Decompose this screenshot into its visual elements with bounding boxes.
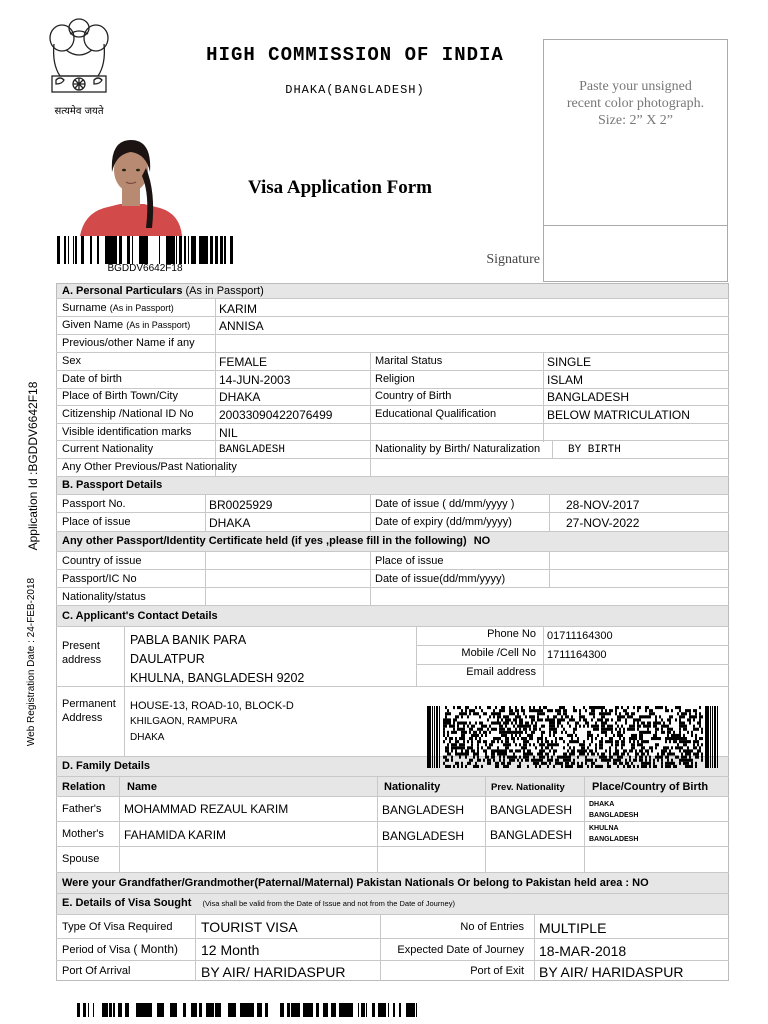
present-address-label: Present address [62,640,102,666]
country-of-birth-value: BANGLADESH [547,390,630,404]
permanent-address-value: HOUSE-13, ROAD-10, BLOCK-D KHILGAON, RAMPURA DHAKA [130,700,294,743]
port-exit-value: BY AIR/ HARIDASPUR [539,964,684,980]
identification-marks-value: NIL [219,426,238,440]
present-address-value: PABLA BANIK PARA DAULATPUR KHULNA, BANGLADESH 9202 [130,633,305,685]
mobile-label: Mobile /Cell No [461,647,536,659]
mother-birth-place: KHULNA BANGLADESH [589,825,639,843]
given-name-label: Given Name (As in Passport) [62,319,191,331]
col-nationality: Nationality [384,781,441,793]
surname-value: KARIM [219,302,258,316]
journey-date-label: Expected Date of Journey [397,944,524,956]
mother-name: FAHAMIDA KARIM [124,828,227,842]
other-passport-heading: Any other Passport/Identity Certificate held (if yes ,please fill in the following) NO [62,535,491,547]
side-application-id: Application Id :BGDDV6642F18 [26,381,40,551]
pdf417-barcode [427,706,719,768]
journey-date-value: 18-MAR-2018 [539,943,627,959]
signature-box [543,226,728,282]
signature-label: Signature [486,252,540,267]
national-id-value: 20033090422076499 [219,408,333,422]
mother-prev-nationality: BANGLADESH [490,828,573,842]
father-prev-nationality: BANGLADESH [490,803,573,817]
education-value: BELOW MATRICULATION [547,408,690,422]
sex-label: Sex [62,355,81,367]
passport-no-value: BR0025929 [209,498,273,512]
section-c-heading: C. Applicant's Contact Details [62,610,218,622]
port-arrival-label: Port Of Arrival [62,965,131,977]
country-of-birth-label: Country of Birth [375,390,452,402]
footer-barcode [77,1003,417,1017]
dob-label: Date of birth [62,373,122,385]
barcode-id: BGDDV6642F18 [107,263,183,274]
religion-value: ISLAM [547,373,584,387]
side-web-registration-date: Web Registration Date : 24-FEB-2018 [26,577,37,747]
col-prev-nationality: Prev. Nationality [491,782,565,793]
section-b-heading: B. Passport Details [62,479,163,491]
expiry-date-value: 27-NOV-2022 [566,516,640,530]
education-label: Educational Qualification [375,408,497,420]
passport-no-label: Passport No. [62,498,126,510]
marital-status-value: SINGLE [547,355,592,369]
pakistan-question: Were your Grandfather/Grandmother(Paternal/Maternal) Pakistan Nationals Or belong to Pakistan held area : NO [62,877,649,889]
nationality-status-label: Nationality/status [62,591,146,603]
previous-name-label: Previous/other Name if any [62,337,195,349]
col-name: Name [127,781,157,793]
given-name-value: ANNISA [219,319,264,333]
place-of-issue-value: DHAKA [209,516,251,530]
mother-nationality: BANGLADESH [382,829,465,843]
national-emblem-icon [40,14,118,124]
marital-status-label: Marital Status [375,355,443,367]
sex-value: FEMALE [219,355,268,369]
col-relation: Relation [62,781,106,793]
photo-box [543,39,728,226]
section-a-heading: A. Personal Particulars (As in Passport) [62,285,264,297]
photo-instructions: Paste your unsigned recent color photograph. Size: 2” X 2” [566,79,705,128]
place-of-issue-label: Place of issue [62,516,131,528]
visa-type-value: TOURIST VISA [201,919,298,935]
col-birth-place: Place/Country of Birth [592,781,709,793]
mother-relation: Mother's [62,828,104,840]
visa-type-label: Type Of Visa Required [62,921,173,933]
visa-period-label: Period of Visa ( Month) [62,942,179,956]
mobile-value: 1711164300 [547,649,607,661]
identification-marks-label: Visible identification marks [62,426,192,438]
entries-value: MULTIPLE [539,920,607,936]
dob-value: 14-JUN-2003 [219,373,291,387]
emblem-motto: सत्यमेव जयते [54,106,104,117]
father-nationality: BANGLADESH [382,803,465,817]
father-birth-place: DHAKA BANGLADESH [589,801,639,819]
issue-date-value: 28-NOV-2017 [566,498,640,512]
phone-label: Phone No [487,628,536,640]
phone-value: 01711164300 [547,630,613,642]
father-name: MOHAMMAD REZAUL KARIM [124,802,289,816]
port-exit-label: Port of Exit [470,965,524,977]
place-of-birth-label: Place of Birth Town/City [62,390,178,402]
other-issue-date-label: Date of issue(dd/mm/yyyy) [375,573,506,585]
expiry-date-label: Date of expiry (dd/mm/yyyy) [375,516,512,528]
nationality-by-label: Nationality by Birth/ Naturalization [375,443,541,455]
surname-label: Surname (As in Passport) [62,302,174,314]
other-place-label: Place of issue [375,555,444,567]
national-id-label: Citizenship /National ID No [62,408,194,420]
commission-subtitle: DHAKA(BANGLADESH) [285,83,425,97]
issue-date-label: Date of issue ( dd/mm/yyyy ) [375,498,515,510]
entries-label: No of Entries [460,921,524,933]
form-title: Visa Application Form [247,177,433,198]
current-nationality-label: Current Nationality [62,443,154,455]
nationality-by-value: BY BIRTH [568,444,621,456]
permanent-address-label: Permanent Address [62,698,116,724]
passport-ic-label: Passport/IC No [62,573,137,585]
applicant-photo [80,132,182,236]
place-of-birth-value: DHAKA [219,390,261,404]
commission-title: HIGH COMMISSION OF INDIA [206,44,504,66]
father-relation: Father's [62,803,102,815]
visa-period-value: 12 Month [201,942,260,958]
spouse-relation: Spouse [62,853,100,865]
section-e-heading: E. Details of Visa Sought (Visa shall be valid from the Date of Issue and not from the Date of Journey) [62,897,455,909]
religion-label: Religion [375,373,415,385]
other-country-label: Country of issue [62,555,142,567]
section-d-heading: D. Family Details [62,760,151,772]
application-barcode [57,236,233,264]
email-label: Email address [466,666,536,678]
current-nationality-value: BANGLADESH [219,444,286,456]
other-nationality-label: Any Other Previous/Past Nationality [62,461,237,473]
port-arrival-value: BY AIR/ HARIDASPUR [201,964,346,980]
